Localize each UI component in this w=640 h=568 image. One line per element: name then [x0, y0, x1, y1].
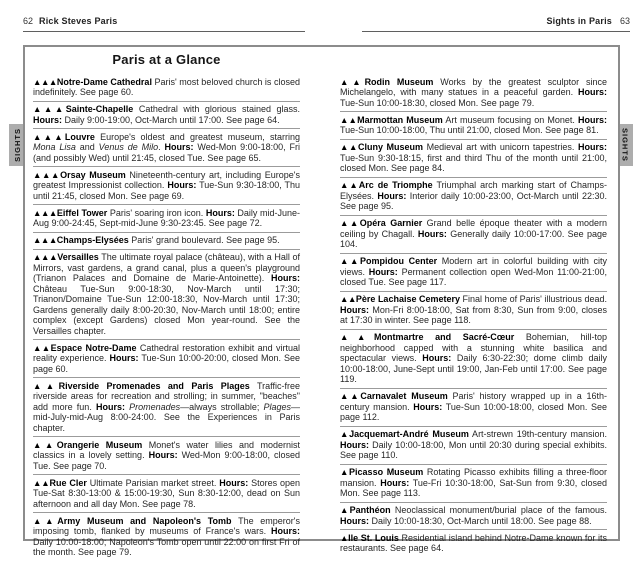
entry-text: Interior daily 10:00-23:00, Oct-March until 22:30. See page 95.: [340, 190, 607, 211]
sight-name: Riverside Promenades and Paris Plages: [58, 380, 250, 391]
sight-name: Sainte-Chapelle: [65, 104, 134, 114]
sight-entry: [33, 74, 300, 102]
entry-text: Traffic-free riverside areas for recreation and strolling; in summer, "beaches" add more fun.: [33, 380, 300, 412]
entry-text: Tue-Fri 10:30-18:00, Sat-Sun from 9:30, closed Mon. See page 113.: [340, 477, 607, 498]
entry-text: Paris' grand boulevard. See page 95.: [128, 235, 280, 245]
hours-label: Hours:: [164, 142, 194, 152]
sight-name: Pompidou Center: [360, 256, 438, 266]
entry-text: Europe's oldest and greatest museum, starring: [94, 131, 300, 142]
paris-at-a-glance-box: [23, 45, 620, 557]
hours-label: Hours:: [368, 266, 398, 277]
entry-text: Tue-Sun 10:00-20:00, closed Mon. See page 60.: [33, 353, 300, 374]
rating-triangles: ▲▲: [340, 294, 356, 304]
rating-triangles: ▲▲: [340, 142, 358, 152]
rating-triangles: ▲: [340, 467, 350, 477]
entry-text: Tue-Sun 9:30-18:15, first and third Thu of the month until 21:00, closed Mon. See page 84.: [340, 152, 607, 173]
sight-entry: [33, 102, 300, 130]
hours-label: Hours:: [578, 114, 608, 125]
sight-name: Marmottan Museum: [357, 114, 443, 125]
rating-triangles: ▲▲▲: [33, 169, 61, 180]
entry-text: Permanent collection open Wed-Mon 11:00-21:00, closed Tue. See page 117.: [340, 266, 607, 287]
box-title: Paris at a Glance: [112, 52, 221, 67]
hours-label: Hours:: [380, 477, 410, 488]
rating-triangles: ▲▲: [33, 515, 58, 526]
entry-text: Wed-Mon 9:00-18:00, closed Tue. See page 70.: [33, 450, 300, 471]
rating-triangles: ▲: [340, 429, 350, 439]
entry-text: Paris' history wrapped up in a 16th-century mansion.: [340, 391, 608, 412]
sight-entry: [340, 389, 607, 427]
entry-text: Venus de Milo: [98, 142, 159, 152]
rating-triangles: ▲▲: [340, 256, 361, 266]
entry-text: Grand belle époque theater with a modern ceiling by Chagall.: [340, 218, 607, 239]
entry-text: Daily 9:00-19:00, Oct-March until 17:00. See page 64.: [62, 114, 280, 125]
rating-triangles: ▲▲▲: [33, 235, 57, 245]
sight-name: Picasso Museum: [349, 467, 424, 477]
sight-name: Opéra Garnier: [359, 218, 423, 228]
entry-text: Tue-Sun 10:00-18:00, closed Mon. See page 112.: [340, 401, 607, 422]
hours-label: Hours:: [377, 190, 407, 201]
hours-label: Hours:: [340, 304, 369, 315]
rating-triangles: ▲▲: [340, 76, 365, 87]
sight-name: Versailles: [57, 252, 99, 262]
sight-entry: [340, 112, 607, 140]
rating-triangles: ▲▲: [33, 439, 57, 450]
left-page-header: [23, 16, 117, 26]
sight-entry: [33, 233, 300, 250]
sight-name: Champs-Elysées: [56, 235, 129, 245]
entry-text: Modern art in colorful building with city views.: [340, 256, 607, 277]
sight-entry: [340, 74, 607, 112]
hours-label: Hours:: [205, 207, 235, 218]
left-header-rule: [23, 31, 305, 32]
entry-text: Mon-Fri 8:00-18:00, Sat from 8:30, Sun from 9:00, closes at 17:30 in winter. See page 118.: [340, 304, 607, 325]
entry-text: Tue-Sun 10:00-18:00, Thu until 21:00, closed Mon. See page 81.: [340, 125, 599, 135]
sight-name: Montmartre and Sacré-Cœur: [374, 332, 515, 342]
sight-name: Cluny Museum: [357, 142, 424, 152]
sight-entry: [33, 129, 300, 167]
sight-list-right-column: [340, 74, 607, 557]
sight-name: Notre-Dame Cathedral: [56, 76, 152, 87]
entry-text: Bohemian, hill-top neighborhood capped with a stunning white basilica and spectacular views.: [340, 332, 607, 363]
hours-label: Hours:: [33, 114, 62, 125]
sight-entry: [33, 250, 300, 341]
entry-text: Nineteenth-century art, including Europe's greatest Impressionist collection.: [33, 169, 300, 190]
entry-text: Generally daily 10:00-17:00. See page 104.: [340, 228, 607, 249]
hours-label: Hours:: [340, 439, 369, 450]
entry-text: Neoclassical monument/burial place of the famous.: [390, 505, 607, 515]
rating-triangles: ▲: [340, 532, 349, 543]
entry-text: Daily mid-June-Aug 9:00-24:45, Sept-mid-June 9:30-23:45. See page 72.: [33, 207, 300, 228]
rating-triangles: ▲▲▲: [33, 252, 58, 262]
sight-entry: [33, 167, 300, 205]
hours-label: Hours:: [109, 353, 139, 363]
entry-text: The emperor's imposing tomb, flanked by museums of France's wars.: [33, 515, 301, 536]
sight-entry: [340, 254, 607, 292]
entry-text: Daily 10:00-18:00; Napoleon's Tomb open until 22:00 on first Fri of the month. See page 79.: [33, 536, 300, 557]
rating-triangles: ▲: [340, 505, 350, 515]
sight-list-left-column: [33, 74, 300, 561]
hours-label: Hours:: [578, 87, 607, 97]
entry-text: Paris' most beloved church is closed indefinitely. See page 60.: [33, 76, 300, 97]
entry-text: Wed-Mon 9:00-18:00, Fri (and possibly Wed) until 21:45, closed Tue. See page 65.: [33, 142, 300, 163]
entry-text: Ultimate Parisian market street.: [86, 477, 220, 488]
left-page-title: Rick Steves Paris: [39, 16, 118, 26]
hours-label: Hours:: [271, 273, 300, 283]
entry-text: Promenades: [129, 401, 181, 412]
sight-name: Père Lachaise Cemetery: [355, 294, 461, 304]
entry-text: Daily 10:00-18:00, Mon until 20:30 during special exhibits. See page 110.: [340, 439, 607, 460]
rating-triangles: ▲▲: [33, 477, 50, 488]
right-page-number: 63: [619, 16, 630, 26]
rating-triangles: ▲▲▲: [33, 207, 57, 218]
sight-name: Eiffel Tower: [56, 207, 108, 218]
entry-text: Stores open Tue-Sat 8:30-13:00 & 15:00-19:30, Sun 8:30-12:00, dead on Sun afternoon and all day Mon. See page 78.: [33, 477, 300, 509]
right-page-title: Sights in Paris: [546, 16, 612, 26]
sight-name: Army Museum and Napoleon's Tomb: [57, 515, 232, 526]
entry-text: Rotating Picasso exhibits filling a three-floor mansion.: [340, 467, 608, 488]
sight-entry: [340, 330, 607, 389]
sight-entry: [340, 216, 607, 254]
sight-entry: [33, 205, 300, 233]
rating-triangles: ▲▲: [340, 180, 359, 190]
entry-text: Residential island behind Notre-Dame known for its restaurants. See page 64.: [340, 532, 607, 553]
hours-label: Hours:: [417, 228, 447, 239]
right-page-header: [546, 16, 630, 26]
sight-entry: [33, 475, 300, 513]
hours-label: Hours:: [167, 180, 197, 190]
entry-text: Plages: [263, 401, 291, 412]
entry-text: Final home of Paris' illustrious dead.: [460, 294, 607, 304]
entry-text: Art museum focusing on Monet.: [442, 114, 579, 125]
entry-text: Monet's water lilies and modernist classics in a lovely setting.: [33, 439, 301, 460]
entry-text: Paris' soaring iron icon.: [107, 207, 206, 218]
rating-triangles: ▲▲: [340, 114, 358, 125]
sight-entry: [33, 513, 300, 561]
sights-tab-right-label: SIGHTS: [620, 128, 630, 162]
entry-text: and: [75, 142, 99, 152]
entry-text: Château Tue-Sun 9:00-18:30, Nov-March until 17:30; Trianon/Domaine Tue-Sun 12:00-18:30, Nov-March until 17:30; Gardens generally daily 8:00-20:30, Nov-March until 18:00; entire complex (except Gardens) closed Mon year-round. See the Versailles chapter.: [33, 283, 300, 336]
sight-entry: [340, 530, 607, 557]
entry-text: Daily 6:30-22:30; dome climb daily 10:00-18:00, June-Sept until 19:00, Jan-Feb until 17:00. See page 119.: [340, 353, 607, 384]
sight-name: Carnavalet Museum: [360, 391, 448, 401]
hours-label: Hours:: [340, 515, 369, 526]
rating-triangles: ▲▲▲: [33, 104, 66, 114]
hours-label: Hours:: [422, 353, 452, 363]
hours-label: Hours:: [578, 142, 607, 152]
sight-entry: [340, 427, 607, 465]
sight-entry: [340, 292, 607, 330]
sight-entry: [33, 378, 300, 437]
sight-name: Rodin Museum: [364, 76, 434, 87]
sight-name: Orangerie Museum: [56, 439, 143, 450]
entry-text: Medieval art with unicorn tapestries.: [423, 142, 578, 152]
sight-name: Jacquemart-André Museum: [349, 429, 469, 439]
sight-entry: [340, 140, 607, 178]
sight-entry: [340, 178, 607, 216]
entry-text: .: [158, 142, 165, 152]
sight-name: Espace Notre-Dame: [50, 342, 137, 353]
entry-text: Cathedral restoration exhibit and virtual reality experience.: [33, 342, 300, 363]
hours-label: Hours:: [413, 401, 443, 412]
hours-label: Hours:: [148, 450, 178, 460]
sight-entry: [33, 437, 300, 475]
entry-text: Triumphal arch marking start of Champs-Elysées.: [340, 180, 607, 201]
sights-tab-left-label: SIGHTS: [12, 128, 22, 162]
hours-label: Hours:: [95, 401, 125, 412]
sight-name: Rue Cler: [49, 477, 87, 488]
entry-text: Tue-Sun 10:00-18:30, closed Mon. See page 79.: [340, 97, 535, 108]
hours-label: Hours:: [271, 526, 300, 536]
sight-entry: [340, 503, 607, 531]
rating-triangles: ▲▲▲: [33, 76, 57, 87]
entry-text: The ultimate royal palace (château), with a Hall of Mirrors, vast gardens, a grand canal, plus a queen's playground (Trianon Palaces and Domaine de Marie-Antoinette).: [33, 252, 300, 283]
right-header-rule: [362, 31, 630, 32]
sight-name: Panthéon: [349, 505, 391, 515]
sight-entry: [33, 340, 300, 378]
rating-triangles: ▲▲: [33, 342, 51, 353]
entry-text: —always strollable;: [180, 401, 264, 412]
sight-name: Orsay Museum: [60, 169, 126, 180]
rating-triangles: ▲▲: [33, 380, 59, 391]
sight-entry: [340, 465, 607, 503]
entry-text: Tue-Sun 9:30-18:00, Thu until 21:45, closed Mon. See page 69.: [33, 180, 300, 201]
sight-name: Ile St. Louis: [348, 532, 399, 543]
entry-text: —mid-July-mid-Aug 8:00-24:00. See the Experiences in Paris chapter.: [33, 401, 300, 433]
left-page-number: 62: [23, 16, 34, 26]
rating-triangles: ▲▲▲: [33, 131, 65, 142]
entry-text: Daily 10:00-18:30, Oct-March until 18:00. See page 88.: [369, 515, 592, 526]
entry-text: Cathedral with glorious stained glass.: [133, 104, 300, 114]
entry-text: Art-strewn 19th-century mansion.: [468, 429, 608, 439]
rating-triangles: ▲▲: [340, 391, 361, 401]
sight-name: Arc de Triomphe: [358, 180, 433, 190]
hours-label: Hours:: [219, 477, 249, 488]
entry-text: Works by the greatest sculptor since Michelangelo, with many statues in a peaceful garden.: [340, 76, 608, 97]
entry-text: Mona Lisa: [33, 142, 76, 152]
rating-triangles: ▲▲: [340, 332, 375, 342]
rating-triangles: ▲▲: [340, 218, 360, 228]
sight-name: Louvre: [64, 131, 95, 142]
